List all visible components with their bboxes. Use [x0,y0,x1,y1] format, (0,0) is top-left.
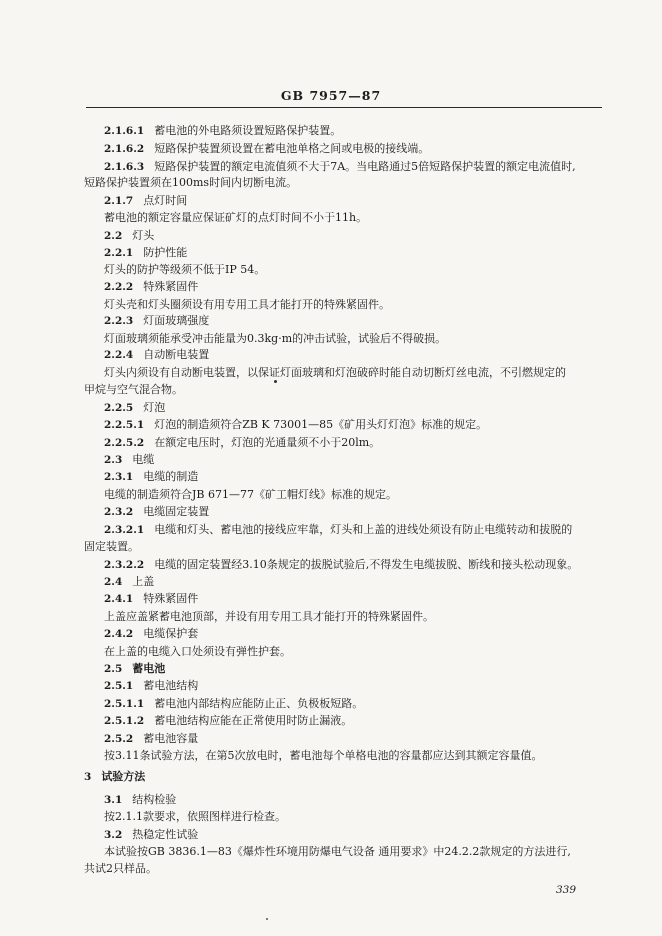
clause-2-2-1: 2.2.1 防护性能 [104,246,188,259]
clause-3-2-cont: 共试2只样品。 [84,862,157,875]
clause-2-2-5: 2.2.5 灯泡 [104,401,166,414]
clause-3-2: 3.2 热稳定性试验 [104,828,199,841]
clause-2-3-1: 2.3.1 电缆的制造 [104,470,199,483]
clause-2-1-6-1: 2.1.6.1 蓄电池的外电路须设置短路保护装置。 [104,124,342,137]
header-rule [86,107,602,108]
clause-2-4-2: 2.4.2 电缆保护套 [104,627,199,640]
clause-3-1-body: 按2.1.1款要求，依照图样进行检查。 [104,810,286,823]
clause-2-1-6-3: 2.1.6.3 短路保护装置的额定电流值须不大于7A。当电路通过5倍短路保护装置的额定电流值时, [104,160,576,173]
scan-speck [266,918,268,920]
clause-2-4-1-body: 上盖应盖紧蓄电池顶部，并设有用专用工具才能打开的特殊紧固件。 [104,610,434,623]
section-2-2: 2.2 灯头 [104,229,155,242]
clause-2-3-1-body: 电缆的制造须符合JB 671—77《矿工帽灯线》标准的规定。 [104,488,397,501]
clause-3-2-body: 本试验按GB 3836.1—83《爆炸性环境用防爆电气设备 通用要求》中24.2.2款规定的方法进行, [104,845,571,858]
clause-2-2-2-body: 灯头壳和灯头圈须设有用专用工具才能打开的特殊紧固件。 [104,298,390,311]
clause-2-2-4-body: 灯头内须设有自动断电装置，以保证灯面玻璃和灯泡破碎时能自动切断灯丝电流，不引燃规定的 [104,366,566,379]
clause-2-1-7: 2.1.7 点灯时间 [104,194,188,207]
clause-2-5-1-1: 2.5.1.1 蓄电池内部结构应能防止正、负极板短路。 [104,697,364,710]
clause-2-2-3: 2.2.3 灯面玻璃强度 [104,314,210,327]
clause-2-5-2-body: 按3.11条试验方法，在第5次放电时，蓄电池每个单格电池的容量都应达到其额定容量值。 [104,749,543,762]
clause-2-2-4: 2.2.4 自动断电装置 [104,348,210,361]
clause-2-3-2-2: 2.3.2.2 电缆的固定装置经3.10条规定的拔脱试验后,不得发生电缆拔脱、断线和接头松动现象。 [104,558,579,571]
section-2-5: 2.5 蓄电池 [104,662,166,675]
clause-2-3-2-1: 2.3.2.1 电缆和灯头、蓄电池的接线应牢靠，灯头和上盖的进线处须设有防止电缆转动和拔脱的 [104,523,573,536]
clause-2-5-1-2: 2.5.1.2 蓄电池结构应能在正常使用时防止漏液。 [104,714,353,727]
clause-2-5-2: 2.5.2 蓄电池容量 [104,732,199,745]
clause-2-4-1: 2.4.1 特殊紧固件 [104,592,199,605]
section-2-3: 2.3 电缆 [104,453,155,466]
section-2-4: 2.4 上盖 [104,575,155,588]
scan-speck [274,380,277,383]
clause-2-1-7-body: 蓄电池的额定容量应保证矿灯的点灯时间不小于11h。 [104,211,368,224]
clause-2-2-4-cont: 甲烷与空气混合物。 [84,383,183,396]
clause-2-2-1-body: 灯头的防护等级须不低于IP 54。 [104,263,266,276]
clause-3-1: 3.1 结构检验 [104,793,177,806]
clause-2-2-2: 2.2.2 特殊紧固件 [104,280,199,293]
clause-2-3-2: 2.3.2 电缆固定装置 [104,505,210,518]
clause-2-2-5-1: 2.2.5.1 灯泡的制造须符合ZB K 73001—85《矿用头灯灯泡》标准的规定。 [104,418,488,431]
page-number: 339 [556,884,577,896]
clause-2-5-1: 2.5.1 蓄电池结构 [104,679,199,692]
clause-2-1-6-2: 2.1.6.2 短路保护装置须设置在蓄电池单格之间或电极的接线端。 [104,142,430,155]
clause-2-4-2-body: 在上盖的电缆入口处须设有弹性护套。 [104,645,291,658]
clause-2-2-5-2: 2.2.5.2 在额定电压时，灯泡的光通量须不小于20lm。 [104,436,381,449]
clause-2-3-2-1-cont: 固定装置。 [84,540,139,553]
standard-header: GB 7957—87 [280,88,382,103]
clause-2-1-6-3-cont: 短路保护装置须在100ms时间内切断电流。 [84,176,298,189]
clause-2-2-3-body: 灯面玻璃须能承受冲击能量为0.3kg·m的冲击试验，试验后不得破损。 [104,332,447,345]
section-3: 3 试验方法 [84,770,146,783]
